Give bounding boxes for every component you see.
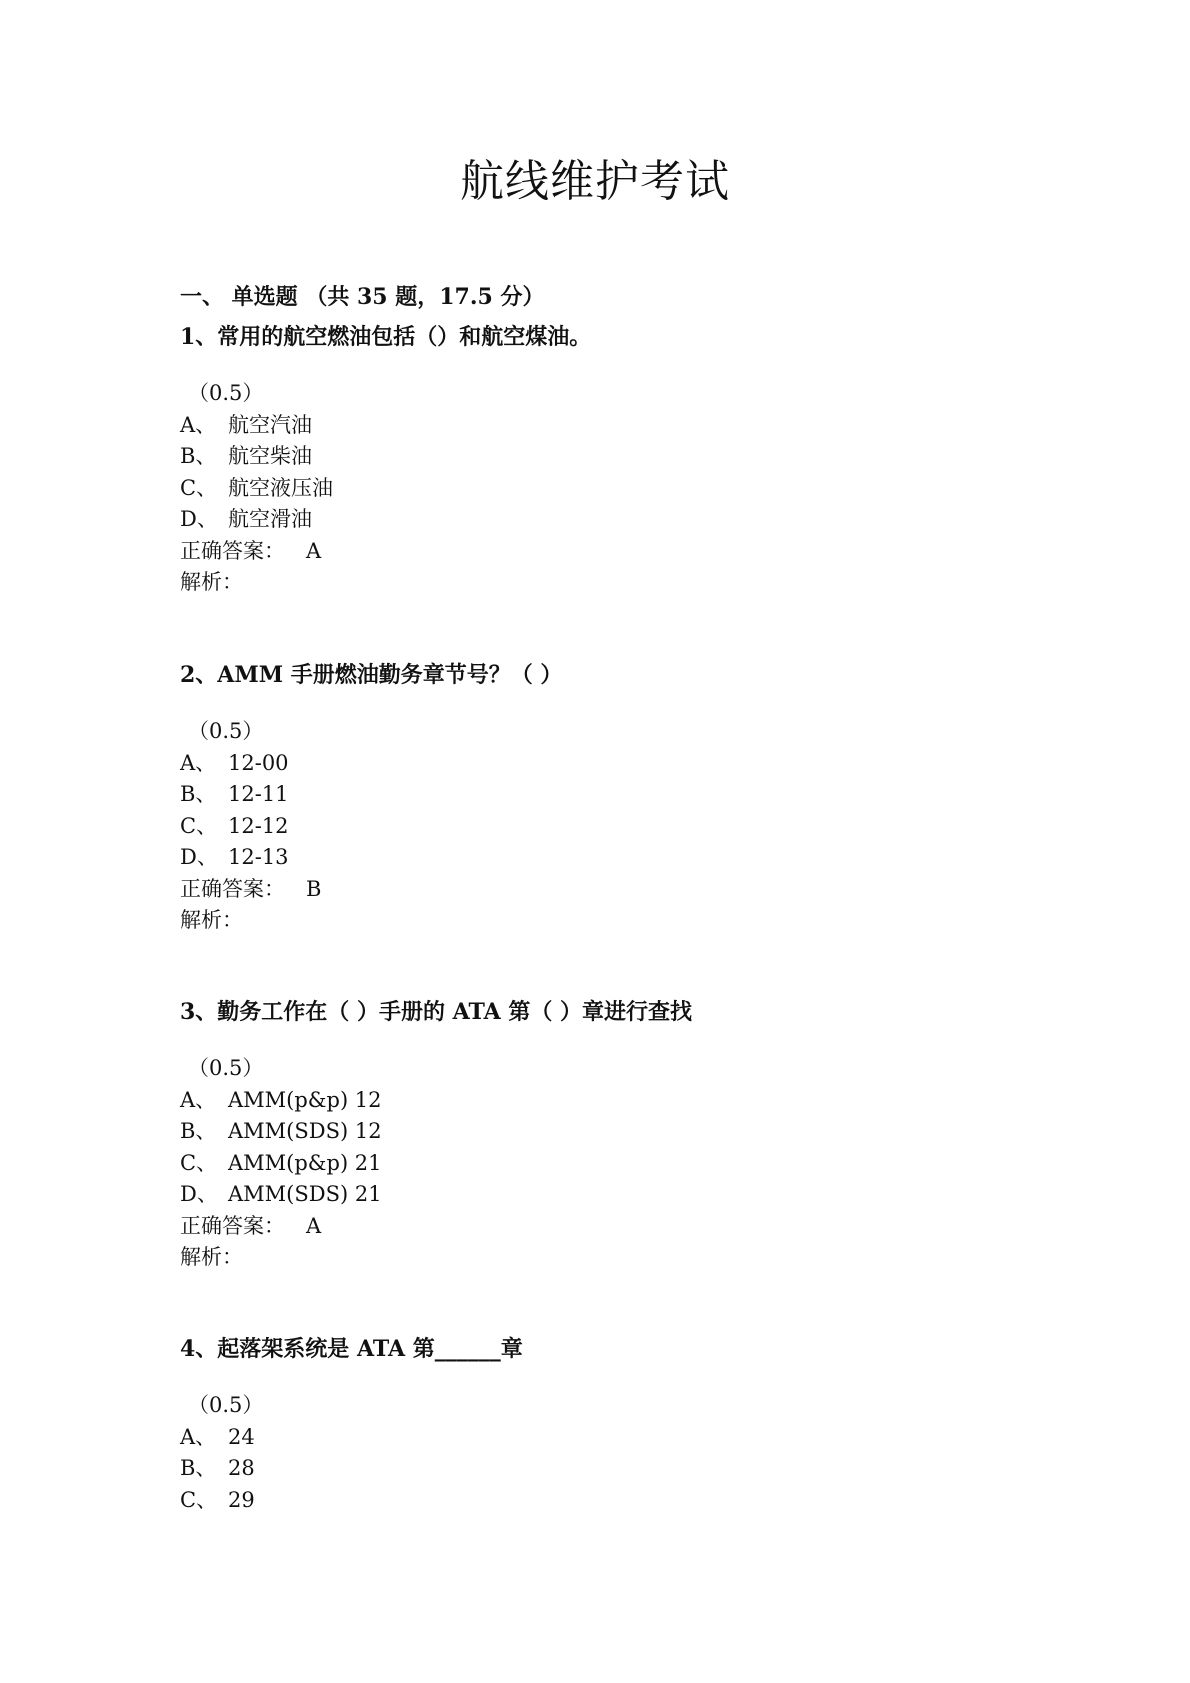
question-stem: 4、起落架系统是 ATA 第______章 <box>180 1336 523 1362</box>
option-letter: D、 <box>180 507 218 531</box>
option-letter: C、 <box>180 475 218 500</box>
option-text: 12-13 <box>228 845 289 869</box>
correct-answer <box>180 1211 1080 1243</box>
analysis-label: 解析： <box>180 570 243 594</box>
option-a <box>180 1422 1080 1454</box>
option-letter: B、 <box>180 1119 217 1143</box>
question-stem: 2、AMM 手册燃油勤务章节号？（ ） <box>180 662 563 688</box>
option-text: 12-12 <box>228 813 289 838</box>
option-letter: D、 <box>180 845 218 869</box>
option-a <box>180 410 1080 442</box>
option-letter: C、 <box>180 1150 218 1175</box>
question-score: （0.5） <box>188 381 264 405</box>
option-text: 航空液压油 <box>228 475 333 500</box>
option-text: 航空柴油 <box>228 444 312 468</box>
question-1 <box>180 322 1080 599</box>
answer-value: B <box>306 876 322 901</box>
option-text: 航空汽油 <box>228 412 312 437</box>
option-a <box>180 748 1080 780</box>
correct-answer <box>180 536 1080 568</box>
question-score: （0.5） <box>188 1393 264 1417</box>
option-text: AMM(SDS) 21 <box>228 1182 382 1206</box>
option-text: 24 <box>228 1424 255 1449</box>
option-text: 28 <box>228 1456 255 1480</box>
option-b <box>180 779 1080 811</box>
option-text: AMM(SDS) 12 <box>228 1119 382 1143</box>
option-text: 12-11 <box>228 782 289 806</box>
option-c <box>180 1148 1080 1180</box>
option-c <box>180 811 1080 843</box>
section-heading: 一、 单选题 （共 35 题，17.5 分） <box>180 284 545 310</box>
question-score: （0.5） <box>188 719 264 743</box>
option-d <box>180 1179 1080 1211</box>
option-text: 12-00 <box>228 750 289 775</box>
option-letter: C、 <box>180 1487 218 1512</box>
option-letter: D、 <box>180 1182 218 1206</box>
question-4 <box>180 1334 1080 1516</box>
option-letter: B、 <box>180 782 217 806</box>
option-letter: A、 <box>180 412 217 437</box>
option-text: AMM(p&p) 12 <box>228 1087 382 1112</box>
option-b <box>180 1453 1080 1485</box>
option-letter: B、 <box>180 1456 217 1480</box>
option-c <box>180 473 1080 505</box>
option-d <box>180 842 1080 874</box>
option-text: 航空滑油 <box>228 507 312 531</box>
question-score: （0.5） <box>188 1056 264 1080</box>
answer-value: A <box>306 538 322 563</box>
option-b <box>180 441 1080 473</box>
option-letter: A、 <box>180 1087 217 1112</box>
option-letter: B、 <box>180 444 217 468</box>
page-title: 航线维护考试 <box>460 156 730 207</box>
option-c <box>180 1485 1080 1517</box>
option-letter: C、 <box>180 813 218 838</box>
answer-label: 正确答案： <box>180 1213 285 1238</box>
question-stem: 1、常用的航空燃油包括（）和航空煤油。 <box>180 324 592 350</box>
answer-label: 正确答案： <box>180 876 285 901</box>
question-3 <box>180 997 1080 1274</box>
question-2 <box>180 660 1080 937</box>
analysis-label: 解析： <box>180 1245 243 1269</box>
option-a <box>180 1085 1080 1117</box>
analysis-label: 解析： <box>180 908 243 932</box>
option-text: 29 <box>228 1487 255 1512</box>
option-letter: A、 <box>180 750 217 775</box>
option-d <box>180 504 1080 536</box>
option-letter: A、 <box>180 1424 217 1449</box>
option-b <box>180 1116 1080 1148</box>
question-stem: 3、勤务工作在（ ）手册的 ATA 第（ ）章进行查找 <box>180 999 693 1025</box>
correct-answer <box>180 874 1080 906</box>
answer-label: 正确答案： <box>180 538 285 563</box>
option-text: AMM(p&p) 21 <box>228 1150 382 1175</box>
answer-value: A <box>306 1213 322 1238</box>
